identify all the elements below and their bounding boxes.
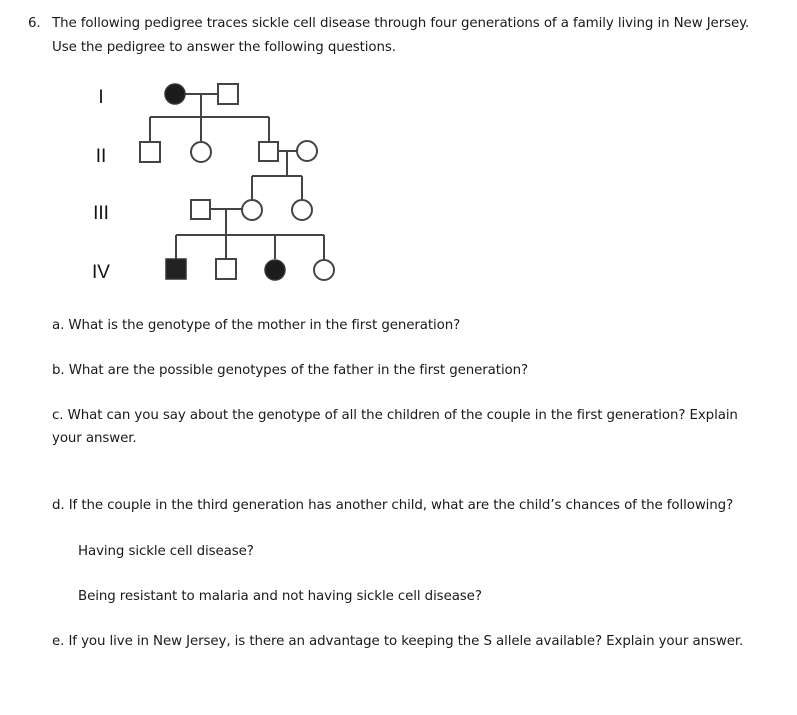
gen-iv-male-2-unaffected (216, 259, 236, 279)
question-part-a: a. What is the genotype of the mother in the first generation? (52, 318, 461, 333)
gen-iv-female-1-affected (265, 260, 285, 280)
question-part-e: e. If you live in New Jersey, is there an advantage to keeping the S allele available? Explain your answer. (52, 634, 744, 649)
gen-ii-male-2-unaffected (259, 142, 278, 161)
gen-i-female-affected (165, 84, 185, 104)
question-part-d: d. If the couple in the third generation has another child, what are the child’s chances of the following? (52, 498, 734, 513)
gen-iv-female-2-unaffected (314, 260, 334, 280)
gen-i-male-unaffected (218, 84, 238, 104)
gen-ii-male-1-unaffected (140, 142, 160, 162)
gen-iii-female-2-unaffected (292, 200, 312, 220)
question-intro-line-1: The following pedigree traces sickle cell disease through four generations of a family living in New Jersey. (52, 16, 750, 31)
pedigree-chart (60, 75, 360, 290)
question-intro-line-2: Use the pedigree to answer the following questions. (52, 40, 396, 55)
question-part-d-sub-2: Being resistant to malaria and not having sickle cell disease? (78, 589, 482, 604)
question-part-d-sub-1: Having sickle cell disease? (78, 544, 254, 559)
gen-ii-female-unaffected (191, 142, 211, 162)
generation-label-iii: III (93, 203, 109, 224)
question-part-c-line-1: c. What can you say about the genotype of all the children of the couple in the first generation? Explain (52, 408, 738, 423)
generation-label-ii: II (95, 146, 107, 167)
generation-label-iv: IV (92, 262, 110, 283)
question-number: 6. (28, 16, 41, 31)
question-part-c-line-2: your answer. (52, 431, 137, 446)
gen-iii-female-1-unaffected (242, 200, 262, 220)
generation-label-i: I (98, 87, 104, 108)
gen-ii-spouse-female-unaffected (297, 141, 317, 161)
gen-iii-spouse-male-unaffected (191, 200, 210, 219)
question-part-b: b. What are the possible genotypes of the father in the first generation? (52, 363, 529, 378)
gen-iv-male-1-affected (166, 259, 186, 279)
